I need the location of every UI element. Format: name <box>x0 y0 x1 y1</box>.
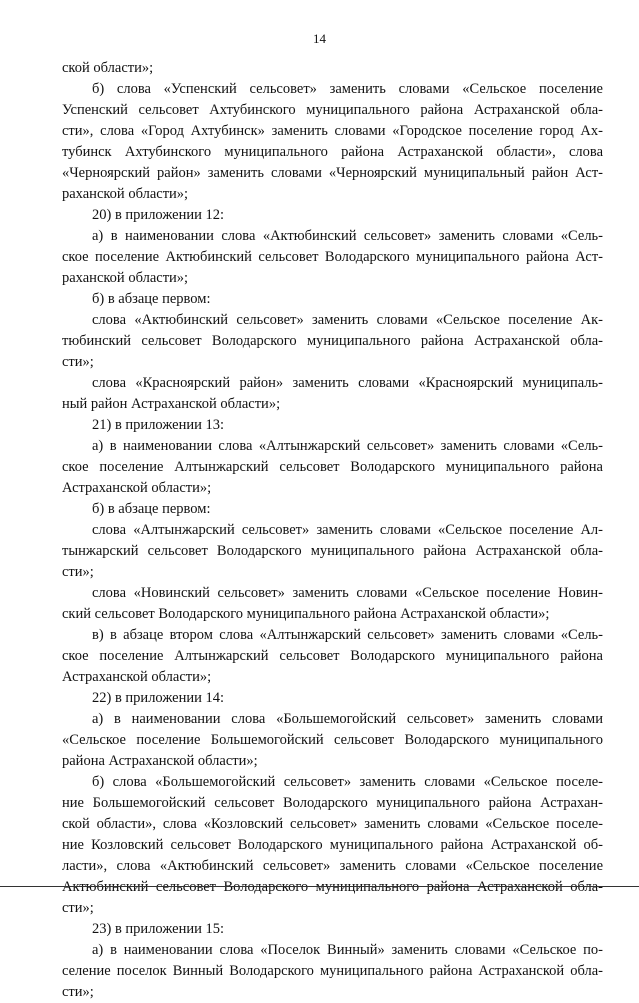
text-line: ние Козловский сельсовет Володарского муниципального района Астраханской об- <box>62 837 603 853</box>
text-line: ский сельсовет Володарского муниципального района Астраханской области»; <box>62 606 550 622</box>
text-line: слова «Красноярский район» заменить словами «Красноярский муниципаль- <box>92 375 603 391</box>
text-line: б) слова «Большемогойский сельсовет» заменить словами «Сельское поселе- <box>92 774 603 790</box>
text-line: Актюбинский сельсовет Володарского муниципального района Астраханской обла- <box>62 879 603 895</box>
text-line: а) в наименовании слова «Актюбинский сельсовет» заменить словами «Сель- <box>92 228 603 244</box>
text-line: слова «Новинский сельсовет» заменить словами «Сельское поселение Новин- <box>92 585 603 601</box>
text-line: 23) в приложении 15: <box>92 921 225 937</box>
text-line: тынжарский сельсовет Володарского муниципального района Астраханской обла- <box>62 543 603 559</box>
text-line: района Астраханской области»; <box>62 753 258 769</box>
text-line: Успенский сельсовет Ахтубинского муниципального района Астраханской обла- <box>62 102 603 118</box>
text-line: ской области»; <box>62 60 154 76</box>
text-line: ское поселение Актюбинский сельсовет Володарского муниципального района Аст- <box>62 249 603 265</box>
text-line: Астраханской области»; <box>62 480 212 496</box>
text-line: б) в абзаце первом: <box>92 291 211 307</box>
text-line: раханской области»; <box>62 186 189 202</box>
text-line: в) в абзаце втором слова «Алтынжарский сельсовет» заменить словами «Сель- <box>92 627 603 643</box>
text-line: «Сельское поселение Большемогойский сельсовет Володарского муниципального <box>62 732 603 748</box>
text-line: а) в наименовании слова «Поселок Винный» заменить словами «Сельское по- <box>92 942 603 958</box>
text-line: «Черноярский район» заменить словами «Черноярский муниципальный район Аст- <box>62 165 603 181</box>
text-line: селение поселок Винный Володарского муниципального района Астраханской обла- <box>62 963 603 979</box>
text-line: ласти», слова «Актюбинский сельсовет» заменить словами «Сельское поселение <box>62 858 603 874</box>
text-line: раханской области»; <box>62 270 189 286</box>
text-line: сти»; <box>62 900 94 916</box>
page-bottom-rule <box>0 886 639 887</box>
document-body <box>62 58 603 1003</box>
text-line: сти»; <box>62 564 94 580</box>
text-line: ское поселение Алтынжарский сельсовет Володарского муниципального района <box>62 648 603 664</box>
text-line: 21) в приложении 13: <box>92 417 225 433</box>
text-line: ние Большемогойский сельсовет Володарского муниципального района Астрахан- <box>62 795 603 811</box>
text-line: сти»; <box>62 984 94 1000</box>
text-line: а) в наименовании слова «Алтынжарский сельсовет» заменить словами «Сель- <box>92 438 603 454</box>
text-line: 20) в приложении 12: <box>92 207 225 223</box>
text-line: ской области», слова «Козловский сельсовет» заменить словами «Сельское поселе- <box>62 816 603 832</box>
text-line: тубинск Ахтубинского муниципального района Астраханской области», слова <box>62 144 603 160</box>
text-line: б) слова «Успенский сельсовет» заменить словами «Сельское поселение <box>92 81 603 97</box>
text-line: слова «Актюбинский сельсовет» заменить словами «Сельское поселение Ак- <box>92 312 603 328</box>
page-number: 14 <box>313 31 326 46</box>
text-line: 22) в приложении 14: <box>92 690 225 706</box>
text-line: Астраханской области»; <box>62 669 212 685</box>
text-line: ный район Астраханской области»; <box>62 396 281 412</box>
text-line: сти»; <box>62 354 94 370</box>
text-line: тюбинский сельсовет Володарского муниципального района Астраханской обла- <box>62 333 603 349</box>
text-line: сти», слова «Город Ахтубинск» заменить словами «Городское поселение город Ах- <box>62 123 603 139</box>
text-line: а) в наименовании слова «Большемогойский сельсовет» заменить словами <box>92 711 603 727</box>
text-line: ское поселение Алтынжарский сельсовет Володарского муниципального района <box>62 459 603 475</box>
text-line: б) в абзаце первом: <box>92 501 211 517</box>
text-line: слова «Алтынжарский сельсовет» заменить словами «Сельское поселение Ал- <box>92 522 603 538</box>
